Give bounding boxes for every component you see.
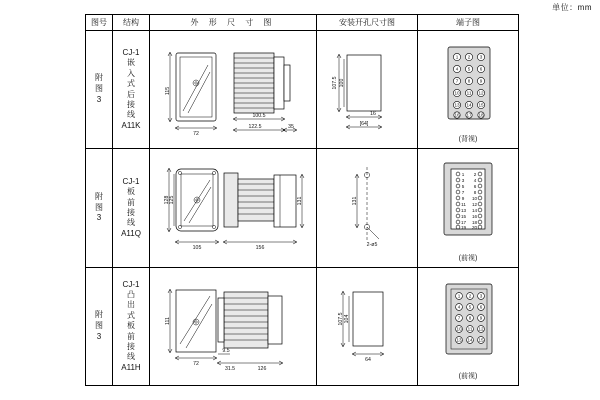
structure-char: 前 bbox=[127, 331, 135, 341]
dimension-table bbox=[85, 14, 519, 386]
svg-text:16: 16 bbox=[370, 111, 376, 117]
svg-text:18: 18 bbox=[471, 220, 478, 226]
structure-cell-3 bbox=[113, 267, 150, 385]
svg-text:72: 72 bbox=[193, 131, 199, 137]
structure-code: A11H bbox=[121, 362, 141, 372]
svg-text:126: 126 bbox=[257, 365, 267, 372]
svg-text:2: 2 bbox=[468, 293, 472, 299]
svg-text:5: 5 bbox=[461, 184, 465, 190]
svg-text:5: 5 bbox=[467, 66, 471, 72]
table-row bbox=[86, 267, 519, 385]
svg-text:15: 15 bbox=[478, 102, 484, 108]
svg-text:12: 12 bbox=[471, 202, 478, 208]
header-structure: 结构 bbox=[113, 15, 150, 31]
svg-text:72: 72 bbox=[193, 360, 199, 367]
svg-text:4: 4 bbox=[473, 178, 477, 184]
terminal-drawing-2 bbox=[418, 149, 519, 267]
svg-text:7: 7 bbox=[455, 78, 459, 84]
structure-char: 出 bbox=[127, 300, 135, 310]
fig-no-char: 3 bbox=[96, 95, 102, 105]
header-mounting: 安装开孔尺寸图 bbox=[317, 15, 418, 31]
svg-text:8: 8 bbox=[467, 78, 471, 84]
svg-text:5: 5 bbox=[468, 304, 472, 310]
structure-model: CJ-1 bbox=[122, 48, 140, 58]
terminal-caption-3: (前视) bbox=[458, 373, 478, 380]
svg-text:13: 13 bbox=[454, 102, 460, 108]
header-terminal: 端子图 bbox=[418, 15, 519, 31]
fig-no-cell-3 bbox=[86, 267, 113, 385]
svg-text:122.5: 122.5 bbox=[248, 124, 262, 130]
svg-text:125: 125 bbox=[169, 196, 175, 205]
svg-text:19: 19 bbox=[460, 225, 467, 231]
terminal-drawing-1 bbox=[418, 31, 519, 149]
structure-model: CJ-1 bbox=[122, 279, 140, 289]
svg-text:100: 100 bbox=[339, 78, 345, 88]
svg-text:100.5: 100.5 bbox=[252, 113, 266, 119]
svg-text:15: 15 bbox=[460, 214, 467, 220]
svg-text:4: 4 bbox=[457, 304, 461, 310]
outline-drawing-3 bbox=[150, 267, 317, 385]
unit-note: 单位：mm bbox=[552, 3, 592, 12]
svg-text:3: 3 bbox=[479, 293, 483, 299]
svg-text:14: 14 bbox=[471, 208, 478, 214]
svg-text:14: 14 bbox=[467, 337, 473, 343]
svg-text:16: 16 bbox=[454, 112, 460, 118]
header-outline: 外 形 尺 寸 图 bbox=[150, 15, 317, 31]
fig-no-char: 图 bbox=[95, 84, 103, 94]
svg-text:9: 9 bbox=[479, 315, 483, 321]
mounting-drawing-2 bbox=[317, 149, 418, 267]
table-row bbox=[86, 149, 519, 267]
table-header-row bbox=[86, 15, 519, 31]
fig-no-char: 图 bbox=[95, 202, 103, 212]
svg-text:131: 131 bbox=[297, 197, 303, 206]
fig-no-char: 图 bbox=[95, 320, 103, 330]
svg-text:12: 12 bbox=[478, 326, 484, 332]
svg-text:128: 128 bbox=[164, 196, 170, 205]
fig-no-cell-1 bbox=[86, 31, 113, 149]
structure-char: 嵌 bbox=[127, 58, 135, 68]
structure-char: 接 bbox=[127, 207, 135, 217]
terminal-drawing-3 bbox=[418, 267, 519, 385]
svg-text:2: 2 bbox=[467, 54, 471, 60]
structure-char: 板 bbox=[127, 321, 135, 331]
svg-text:2-ø5: 2-ø5 bbox=[366, 242, 378, 249]
svg-text:12: 12 bbox=[478, 90, 484, 96]
terminal-caption-1: (背视) bbox=[458, 136, 478, 144]
svg-text:9: 9 bbox=[479, 78, 483, 84]
fig-no-cell-2 bbox=[86, 149, 113, 267]
svg-text:10: 10 bbox=[456, 326, 462, 332]
svg-text:11: 11 bbox=[466, 90, 472, 96]
svg-text:1: 1 bbox=[457, 293, 461, 299]
outline-drawing-2 bbox=[150, 149, 317, 267]
svg-text:11: 11 bbox=[467, 326, 473, 332]
svg-text:7: 7 bbox=[461, 190, 465, 196]
structure-cell-1 bbox=[113, 31, 150, 149]
svg-text:111: 111 bbox=[165, 316, 171, 325]
svg-text:17: 17 bbox=[466, 112, 472, 118]
structure-char: 后 bbox=[127, 89, 135, 99]
svg-text:13: 13 bbox=[456, 337, 462, 343]
svg-text:107.5: 107.5 bbox=[332, 76, 338, 90]
svg-text:115: 115 bbox=[165, 86, 171, 96]
svg-text:[64]: [64] bbox=[359, 121, 369, 127]
table-row bbox=[86, 31, 519, 149]
svg-text:18: 18 bbox=[478, 112, 484, 118]
svg-text:107.5: 107.5 bbox=[338, 312, 344, 326]
structure-char: 接 bbox=[127, 100, 135, 110]
svg-text:10: 10 bbox=[454, 90, 460, 96]
svg-text:6: 6 bbox=[479, 304, 483, 310]
svg-text:14: 14 bbox=[466, 102, 472, 108]
svg-text:20: 20 bbox=[471, 225, 478, 231]
svg-text:9: 9 bbox=[461, 196, 465, 202]
svg-text:1: 1 bbox=[461, 172, 465, 178]
structure-char: 线 bbox=[127, 218, 135, 228]
svg-text:31.5: 31.5 bbox=[224, 365, 236, 372]
svg-text:7: 7 bbox=[457, 315, 461, 321]
svg-text:9.5: 9.5 bbox=[222, 347, 230, 354]
fig-no-char: 附 bbox=[95, 191, 103, 201]
svg-text:17: 17 bbox=[460, 220, 467, 226]
svg-text:104: 104 bbox=[344, 314, 350, 323]
structure-char: 线 bbox=[127, 110, 135, 120]
structure-code: A11Q bbox=[121, 228, 141, 238]
fig-no-char: 3 bbox=[96, 213, 102, 223]
svg-text:16: 16 bbox=[471, 214, 478, 220]
fig-no-char: 附 bbox=[95, 73, 103, 83]
structure-char: 入 bbox=[127, 68, 135, 78]
svg-text:8: 8 bbox=[473, 190, 477, 196]
structure-model: CJ-1 bbox=[122, 176, 140, 186]
mounting-drawing-3 bbox=[317, 267, 418, 385]
svg-text:15: 15 bbox=[478, 337, 484, 343]
svg-text:3: 3 bbox=[461, 178, 465, 184]
svg-text:4: 4 bbox=[455, 66, 459, 72]
header-fig-no: 图号 bbox=[86, 15, 113, 31]
structure-code: A11K bbox=[121, 120, 141, 130]
structure-char: 式 bbox=[127, 310, 135, 320]
svg-text:156: 156 bbox=[255, 245, 265, 252]
outline-drawing-1 bbox=[150, 31, 317, 149]
svg-text:8: 8 bbox=[468, 315, 472, 321]
svg-text:6: 6 bbox=[479, 66, 483, 72]
svg-text:11: 11 bbox=[461, 202, 466, 208]
svg-text:131: 131 bbox=[352, 197, 358, 206]
svg-text:105: 105 bbox=[192, 245, 202, 252]
structure-char: 线 bbox=[127, 352, 135, 362]
structure-char: 式 bbox=[127, 79, 135, 89]
structure-cell-2 bbox=[113, 149, 150, 267]
svg-text:6: 6 bbox=[473, 184, 477, 190]
fig-no-char: 3 bbox=[96, 331, 102, 341]
svg-text:13: 13 bbox=[460, 208, 467, 214]
svg-text:10: 10 bbox=[471, 196, 478, 202]
structure-char: 接 bbox=[127, 341, 135, 351]
fig-no-char: 附 bbox=[95, 310, 103, 320]
mounting-drawing-1 bbox=[317, 31, 418, 149]
terminal-caption-2: (前视) bbox=[458, 254, 478, 262]
svg-text:64: 64 bbox=[365, 356, 371, 363]
svg-text:35: 35 bbox=[288, 124, 294, 130]
structure-char: 板 bbox=[127, 187, 135, 197]
structure-char: 前 bbox=[127, 197, 135, 207]
structure-char: 凸 bbox=[127, 289, 135, 299]
svg-text:1: 1 bbox=[455, 54, 459, 60]
svg-text:2: 2 bbox=[473, 172, 477, 178]
svg-text:3: 3 bbox=[479, 54, 483, 60]
